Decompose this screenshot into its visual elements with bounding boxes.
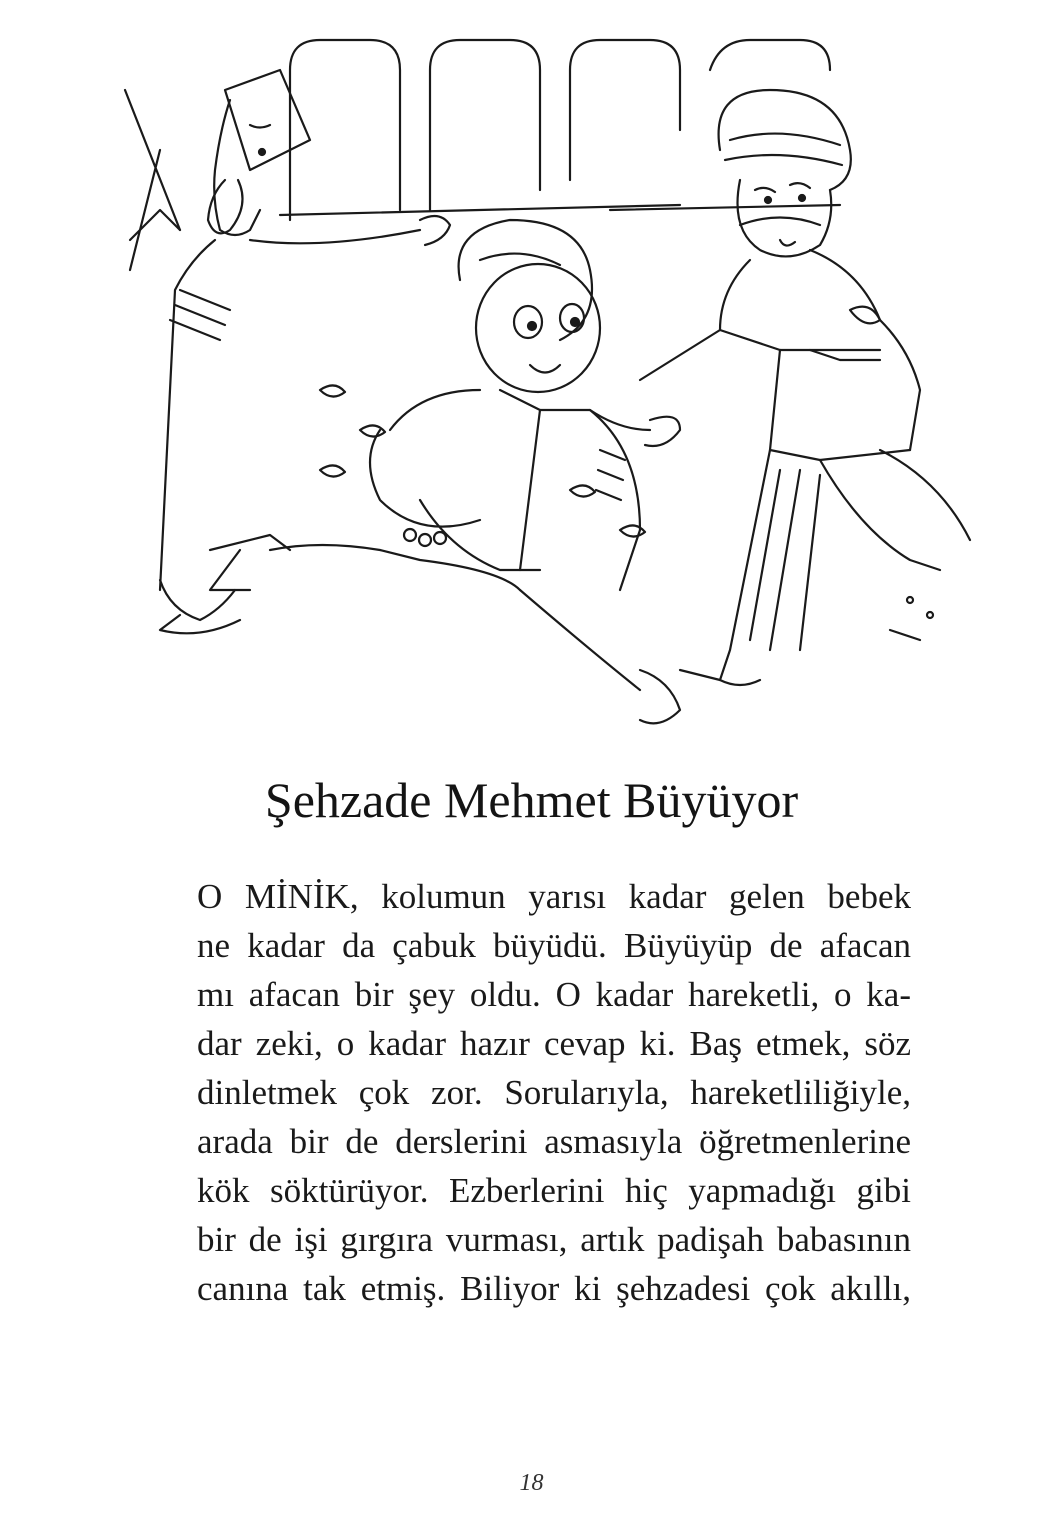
chapter-illustration [120, 30, 1000, 730]
paragraph-line: canına tak etmiş. Biliyor ki şehzadesi çok akıllı, [197, 1269, 911, 1308]
paragraph-line: O MİNİK, kolumun yarısı kadar gelen bebek [197, 877, 911, 916]
chapter-title: Şehzade Mehmet Büyüyor [264, 772, 799, 828]
paragraph-line: mı afacan bir şey oldu. O kadar hareketli, o ka- [197, 975, 911, 1014]
paragraph-line: arada bir de derslerini asmasıyla öğretmenlerine [197, 1122, 911, 1161]
paragraph-line: dar zeki, o kadar hazır cevap ki. Baş etmek, söz [197, 1024, 911, 1063]
page-number: 18 [519, 1470, 544, 1496]
line-drawing-three-figures-icon [120, 30, 1000, 730]
body-paragraph [197, 872, 911, 1313]
paragraph-line: bir de işi gırgıra vurması, artık padişah babasının [197, 1220, 911, 1259]
paragraph-line: kök söktürüyor. Ezberlerini hiç yapmadığı gibi [197, 1171, 911, 1210]
paragraph-line: ne kadar da çabuk büyüdü. Büyüyüp de afacan [197, 926, 911, 965]
paragraph-line: dinletmek çok zor. Sorularıyla, hareketliliğiyle, [197, 1073, 911, 1112]
